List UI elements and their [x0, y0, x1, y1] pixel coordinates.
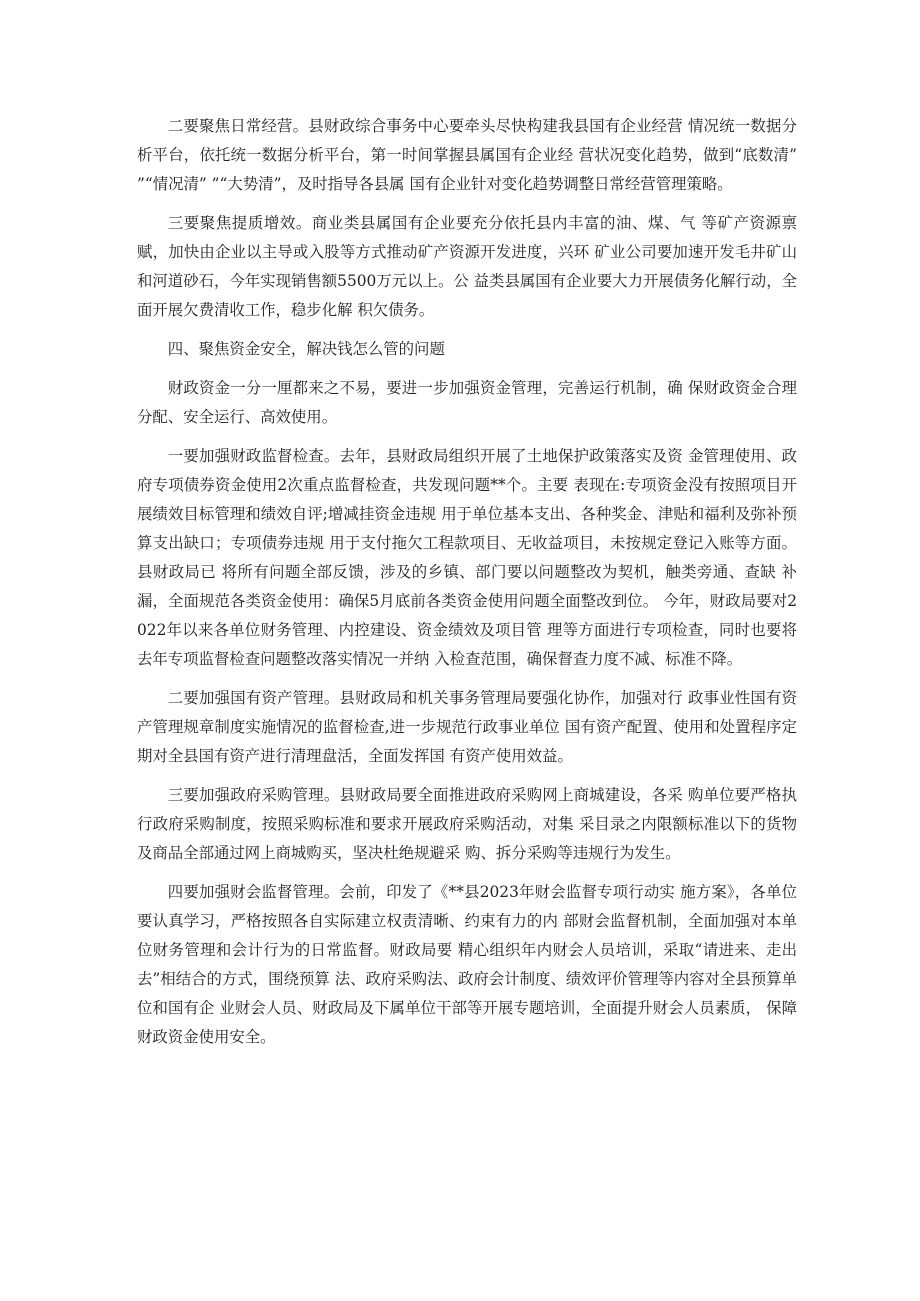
paragraph-fiscal-supervision: 一要加强财政监督检查。去年，县财政局组织开展了土地保护政策落实及资 金管理使用、政府专项债券资金使用2次重点监督检查，共发现问题**个。主要 表现在:专项资金没有按照项目开展绩效目标管理和绩效自评;增减挂资金违规 用于单位基本支出、各种奖金、津贴和福利及弥补预算支出缺口；专项债券违规 用于支付拖欠工程款项目、无收益项目，未按规定登记入账等方面。县财政局已 将所有问题全部反馈，涉及的乡镇、部门要以问题整改为契机，触类旁通、查缺 补漏，全面规范各类资金使用：确保5月底前各类资金使用问题全面整改到位。 今年，财政局要对2022年以来各单位财务管理、内控建设、资金绩效及项目管 理等方面进行专项检查，同时也要将去年专项监督检查问题整改落实情况一并纳 入检查范围，确保督查力度不减、标准不降。 — [137, 447, 797, 668]
paragraph-quality-efficiency: 三要聚焦提质增效。商业类县属国有企业要充分依托县内丰富的油、煤、气 等矿产资源禀赋，加快由企业以主导或入股等方式推动矿产资源开发进度，兴环 矿业公司要加速开发毛井矿山和河道砂石，今年实现销售额5500万元以上。公 益类县属国有企业要大力开展债务化解行动，全面开展欠费清收工作，稳步化解 积欠债务。 — [137, 214, 797, 319]
paragraph-state-assets: 二要加强国有资产管理。县财政局和机关事务管理局要强化协作，加强对行 政事业性国有资产管理规章制度实施情况的监督检查,进一步规范行政事业单位 国有资产配置、使用和处置程序定期对全县国有资产进行清理盘活，全面发挥国 有资产使用效益。 — [137, 689, 797, 765]
paragraph-fund-intro: 财政资金一分一厘都来之不易，要进一步加强资金管理，完善运行机制，确 保财政资金合理分配、安全运行、高效使用。 — [137, 379, 797, 426]
section-heading-fund-safety: 四、聚焦资金安全，解决钱怎么管的问题 — [167, 340, 445, 358]
paragraph-government-procurement: 三要加强政府采购管理。县财政局要全面推进政府采购网上商城建设，各采 购单位要严格执行政府采购制度，按照采购标准和要求开展政府采购活动，对集 采目录之内限额标准以下的货物及商品全部通过网上商城购买，坚决杜绝规避采 购、拆分采购等违规行为发生。 — [137, 786, 797, 862]
paragraph-accounting-supervision: 四要加强财会监督管理。会前，印发了《**县2023年财会监督专项行动实 施方案》，各单位要认真学习，严格按照各自实际建立权责清晰、约束有力的内 部财会监督机制，全面加强对本单位财务管理和会计行为的日常监督。财政局要 精心组织年内财会人员培训，采取“请进来、走出去”相结合的方式，围绕预算 法、政府采购法、政府会计制度、绩效评价管理等内容对全县预算单位和国有企 业财会人员、财政局及下属单位干部等开展专题培训，全面提升财会人员素质， 保障财政资金使用安全。 — [137, 883, 797, 1046]
paragraph-daily-operations: 二要聚焦日常经营。县财政综合事务中心要牵头尽快构建我县国有企业经营 情况统一数据分析平台，依托统一数据分析平台，第一时间掌握县属国有企业经 营状况变化趋势，做到“底数清” ”“情况清” ”“大势清”，及时指导各县属 国有企业针对变化趋势调整日常经营管理策略。 — [137, 117, 797, 193]
document-body — [137, 112, 797, 1062]
